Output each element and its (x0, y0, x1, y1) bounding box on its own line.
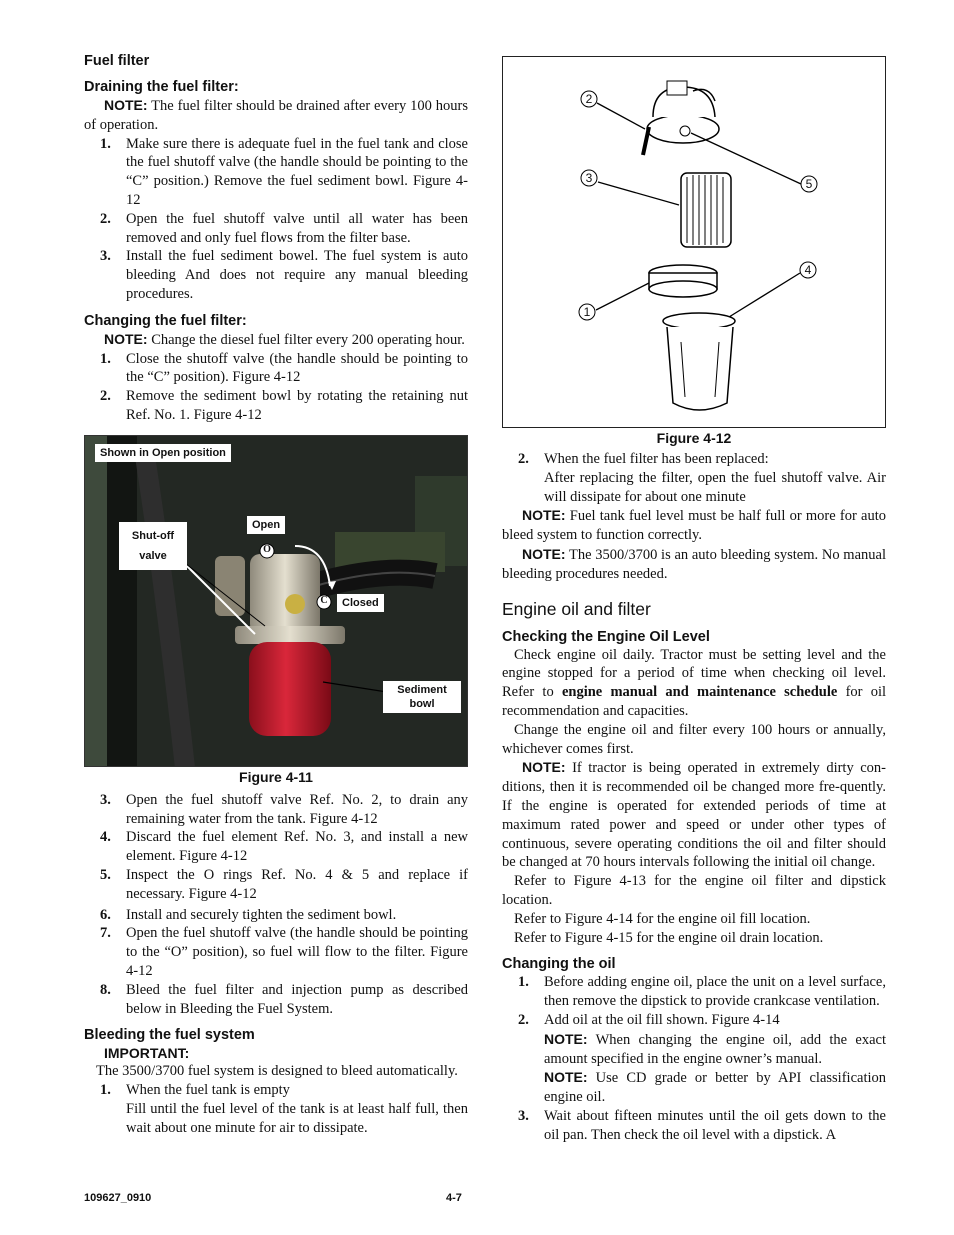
closed-label: Closed (337, 594, 384, 612)
list-item: 7. Open the fuel shutoff valve (the handle should be pointing to the “O” position), so fuel will flow to the filter. Figure 4-12 (100, 925, 468, 979)
callout-3: 3 (585, 171, 593, 185)
list-item: 1. Close the shutoff valve (the handle should be pointing to the “C” position). Figure 4-12 (100, 350, 468, 386)
list-item: 6. Install and securely tighten the sediment bowl. (100, 906, 397, 923)
list-item: 3. Install the fuel sediment bowel. The fuel system is auto bleeding And does not require any manual bleeding procedures. (100, 248, 468, 302)
changing-steps-b (84, 791, 468, 1019)
figure-4-12-caption: Figure 4-12 (656, 430, 732, 446)
footer-doc-number: 109627_0910 (84, 1192, 152, 1204)
list-item: 3. Wait about fifteen minutes until the oil gets down to the oil pan. Then check the oil level with a dipstick. A (518, 1107, 886, 1143)
bleeding-steps-cont (502, 450, 886, 506)
important-label: IMPORTANT: (104, 1045, 190, 1062)
list-item: 8. Bleed the fuel filter and injection pump as described below in Bleeding the Fuel System. (100, 981, 468, 1017)
oil-steps (502, 973, 886, 1144)
list-item: 3. Open the fuel shutoff valve Ref. No. 2, to drain any remaining water from the tank. Figure 4-12 (100, 791, 468, 827)
oil-note-grade: NOTE: Use CD grade or better by API classification engine oil. (544, 1069, 886, 1106)
ref-figure-4-13: Refer to Figure 4-13 for the engine oil filter and dipstick location. (502, 873, 886, 908)
draining-note: NOTE: The fuel filter should be drained after every 100 hours of operation. (84, 97, 468, 133)
o-mark: O (263, 543, 271, 555)
footer-page-number: 4-7 (446, 1192, 462, 1204)
note-auto-bleed: NOTE: The 3500/3700 is an auto bleeding system. No manual bleeding procedures needed. (502, 545, 886, 582)
checking-oil-heading: Checking the Engine Oil Level (502, 628, 710, 645)
bleeding-heading: Bleeding the fuel system (84, 1027, 255, 1044)
list-item: 2. Add oil at the oil fill shown. Figure 4-14 NOTE: When changing the engine oil, add the exact amount specified in the engine owner’s manual. NOTE: Use CD grade or better by API classification engine oil. (518, 1011, 886, 1106)
draining-steps (84, 135, 468, 304)
change-interval-paragraph: Change the engine oil and filter every 100 hours or annually, whichever comes first. (502, 721, 886, 757)
fuel-filter-heading: Fuel filter (84, 53, 150, 69)
changing-steps-a (84, 350, 468, 425)
list-item: 1. Before adding engine oil, place the unit on a level surface, then remove the dipstick to provide crankcase ventilation. (518, 974, 886, 1010)
bleeding-steps (84, 1081, 468, 1137)
checking-paragraph: Check engine oil daily. Tractor must be setting level and the engine stopped for a period of time when checking oil level. Refer to engine manual and maintenance schedule for oil recommendation and capacities. (502, 646, 887, 719)
note-fuel-level: NOTE: Fuel tank fuel level must be half full or more for auto bleed system to function correctly. (502, 507, 886, 544)
figure-4-11-photo (84, 435, 468, 767)
open-position-label: Shown in Open position (95, 444, 231, 462)
shutoff-valve-label: Shut-off valve (119, 522, 187, 570)
callout-5: 5 (805, 177, 813, 191)
list-item: 1. Make sure there is adequate fuel in the fuel tank and close the fuel shutoff valve (the handle should be pointing to the “C” position.) Remove the fuel sediment bowl. Figure 4-12 (100, 135, 468, 208)
draining-heading: Draining the fuel filter: (84, 79, 239, 95)
callout-1: 1 (583, 305, 591, 319)
left-column (84, 50, 468, 1138)
changing-note: NOTE: Change the diesel fuel filter every 200 operating hour. (104, 330, 465, 348)
callout-4: 4 (804, 263, 812, 277)
list-item: 4. Discard the fuel element Ref. No. 3, and install a new element. Figure 4-12 (100, 829, 468, 865)
list-item: 5. Inspect the O rings Ref. No. 4 & 5 and replace if necessary. Figure 4-12 (100, 866, 468, 902)
list-item: 2. Open the fuel shutoff valve until all water has been removed and only fuel flows from the filter base. (100, 210, 468, 246)
right-column (502, 56, 886, 1145)
fuel-filter-photo-illustration (85, 436, 468, 767)
figure-4-11-caption: Figure 4-11 (239, 768, 313, 785)
callout-2: 2 (585, 92, 593, 106)
changing-oil-heading: Changing the oil (502, 956, 616, 973)
sediment-bowl-label: Sediment bowl (383, 681, 461, 713)
oil-note-exact-amount: NOTE: When changing the engine oil, add the exact amount specified in the engine owner’s manual. (544, 1030, 886, 1067)
changing-filter-heading: Changing the fuel filter: (84, 312, 247, 329)
engine-oil-heading: Engine oil and filter (502, 598, 651, 619)
list-item: 1. When the fuel tank is empty Fill until the fuel level of the tank is at least half full, then wait about one minute for air to dissipate. (100, 1082, 468, 1136)
figure-4-12-diagram (502, 56, 886, 428)
bleeding-text: The 3500/3700 fuel system is designed to bleed automatically. (96, 1063, 458, 1080)
ref-figure-4-15: Refer to Figure 4-15 for the engine oil drain location. (514, 929, 824, 946)
open-label: Open (247, 516, 285, 534)
note-dirty-conditions: NOTE: If tractor is being operated in extremely dirty con-ditions, then it is recommended oil be changed more fre-quently. If the engine is operated for extended periods of time at maximum rated power and speed or under other types of continuous, severe operating conditions the oil and filter should be changed at 70 hours intervals following the initial oil change. (502, 759, 886, 871)
ref-figure-4-14: Refer to Figure 4-14 for the engine oil fill location. (514, 910, 811, 927)
list-item: 2. When the fuel filter has been replaced: After replacing the filter, open the fuel shutoff valve. Air will dissipate for about one minute (518, 451, 886, 505)
fuel-filter-exploded-diagram (503, 57, 885, 427)
list-item: 2. Remove the sediment bowl by rotating the retaining nut Ref. No. 1. Figure 4-12 (100, 388, 468, 423)
c-mark: C (320, 594, 328, 606)
